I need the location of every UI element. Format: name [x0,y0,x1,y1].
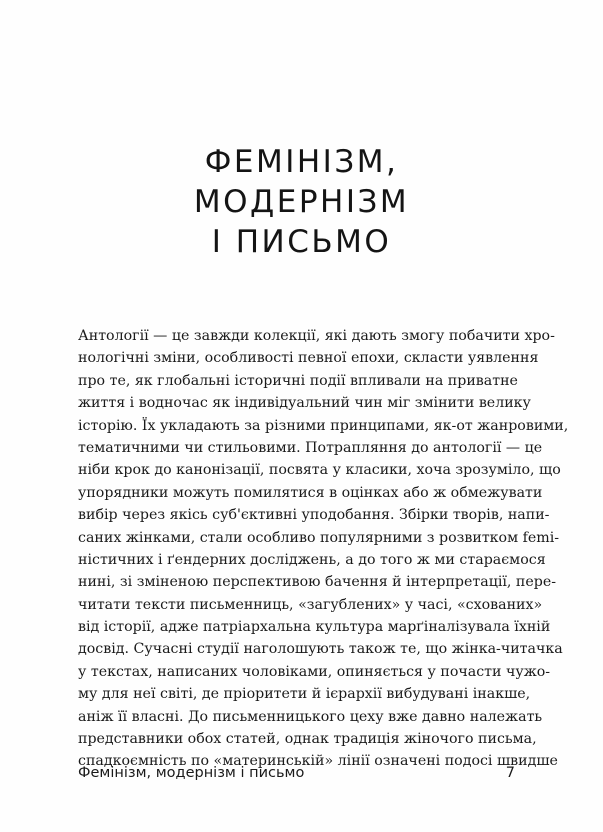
page-number: 7 [505,765,515,781]
text-line: аніж її власні. До письменницького цеху вже давно належать [78,708,543,725]
chapter-title [0,142,603,262]
text-line: тематичними чи стильовими. Потрапляння до антології — це [78,439,543,456]
text-line: саних жінками, стали особливо популярними з розвитком femі- [78,529,560,546]
running-title: Фемінізм, модернізм і письмо [78,765,305,781]
chapter-title-line: І ПИСЬМО [211,224,392,260]
chapter-title-line: МОДЕРНІЗМ [193,184,410,220]
text-line: упорядники можуть помилятися в оцінках або ж обмежувати [78,484,543,501]
text-line: нологічні зміни, особливості певної епохи, скласти уявлення [78,350,539,367]
text-line: ністичних і ґендерних досліджень, а до того ж ми стараємося [78,551,546,568]
text-line: спадкоємність по «материнській» лінії означені подосі швидше [78,753,558,770]
text-line: нині, зі зміненою перспективою бачення й інтерпретації, пере- [78,574,557,591]
chapter-title-line: ФЕМІНІЗМ, [204,144,399,180]
text-line: му для неї світі, де пріоритети й ієрархії вибудувані інакше, [78,686,531,703]
text-line: у текстах, написаних чоловіками, опиняється у почасти чужо- [78,663,551,680]
text-line: від історії, адже патріархальна культура марґіналізувала їхній [78,619,551,636]
text-line: досвід. Сучасні студії наголошують також те, що жінка-читачка [78,641,563,658]
page-footer [78,765,515,781]
text-line: представники обох статей, однак традиція жіночого письма, [78,731,537,748]
text-line: читати тексти письменниць, «загублених» у часі, «схованих» [78,596,543,613]
text-line: історію. Їх укладають за різними принципами, як-от жанровими, [78,417,569,434]
text-line: життя і водночас як індивідуальний чин міг змінити велику [78,395,531,412]
text-line: Антології — це завжди колекції, які дають змогу побачити хро- [78,328,555,344]
text-line: про те, як глобальні історичні події впливали на приватне [78,372,518,389]
body-paragraph [78,325,569,773]
text-line: вибір через якісь суб'єктивні уподобання. Збірки творів, напи- [78,507,550,524]
text-line: ніби крок до канонізації, посвята у класики, хоча зрозуміло, що [78,462,561,479]
